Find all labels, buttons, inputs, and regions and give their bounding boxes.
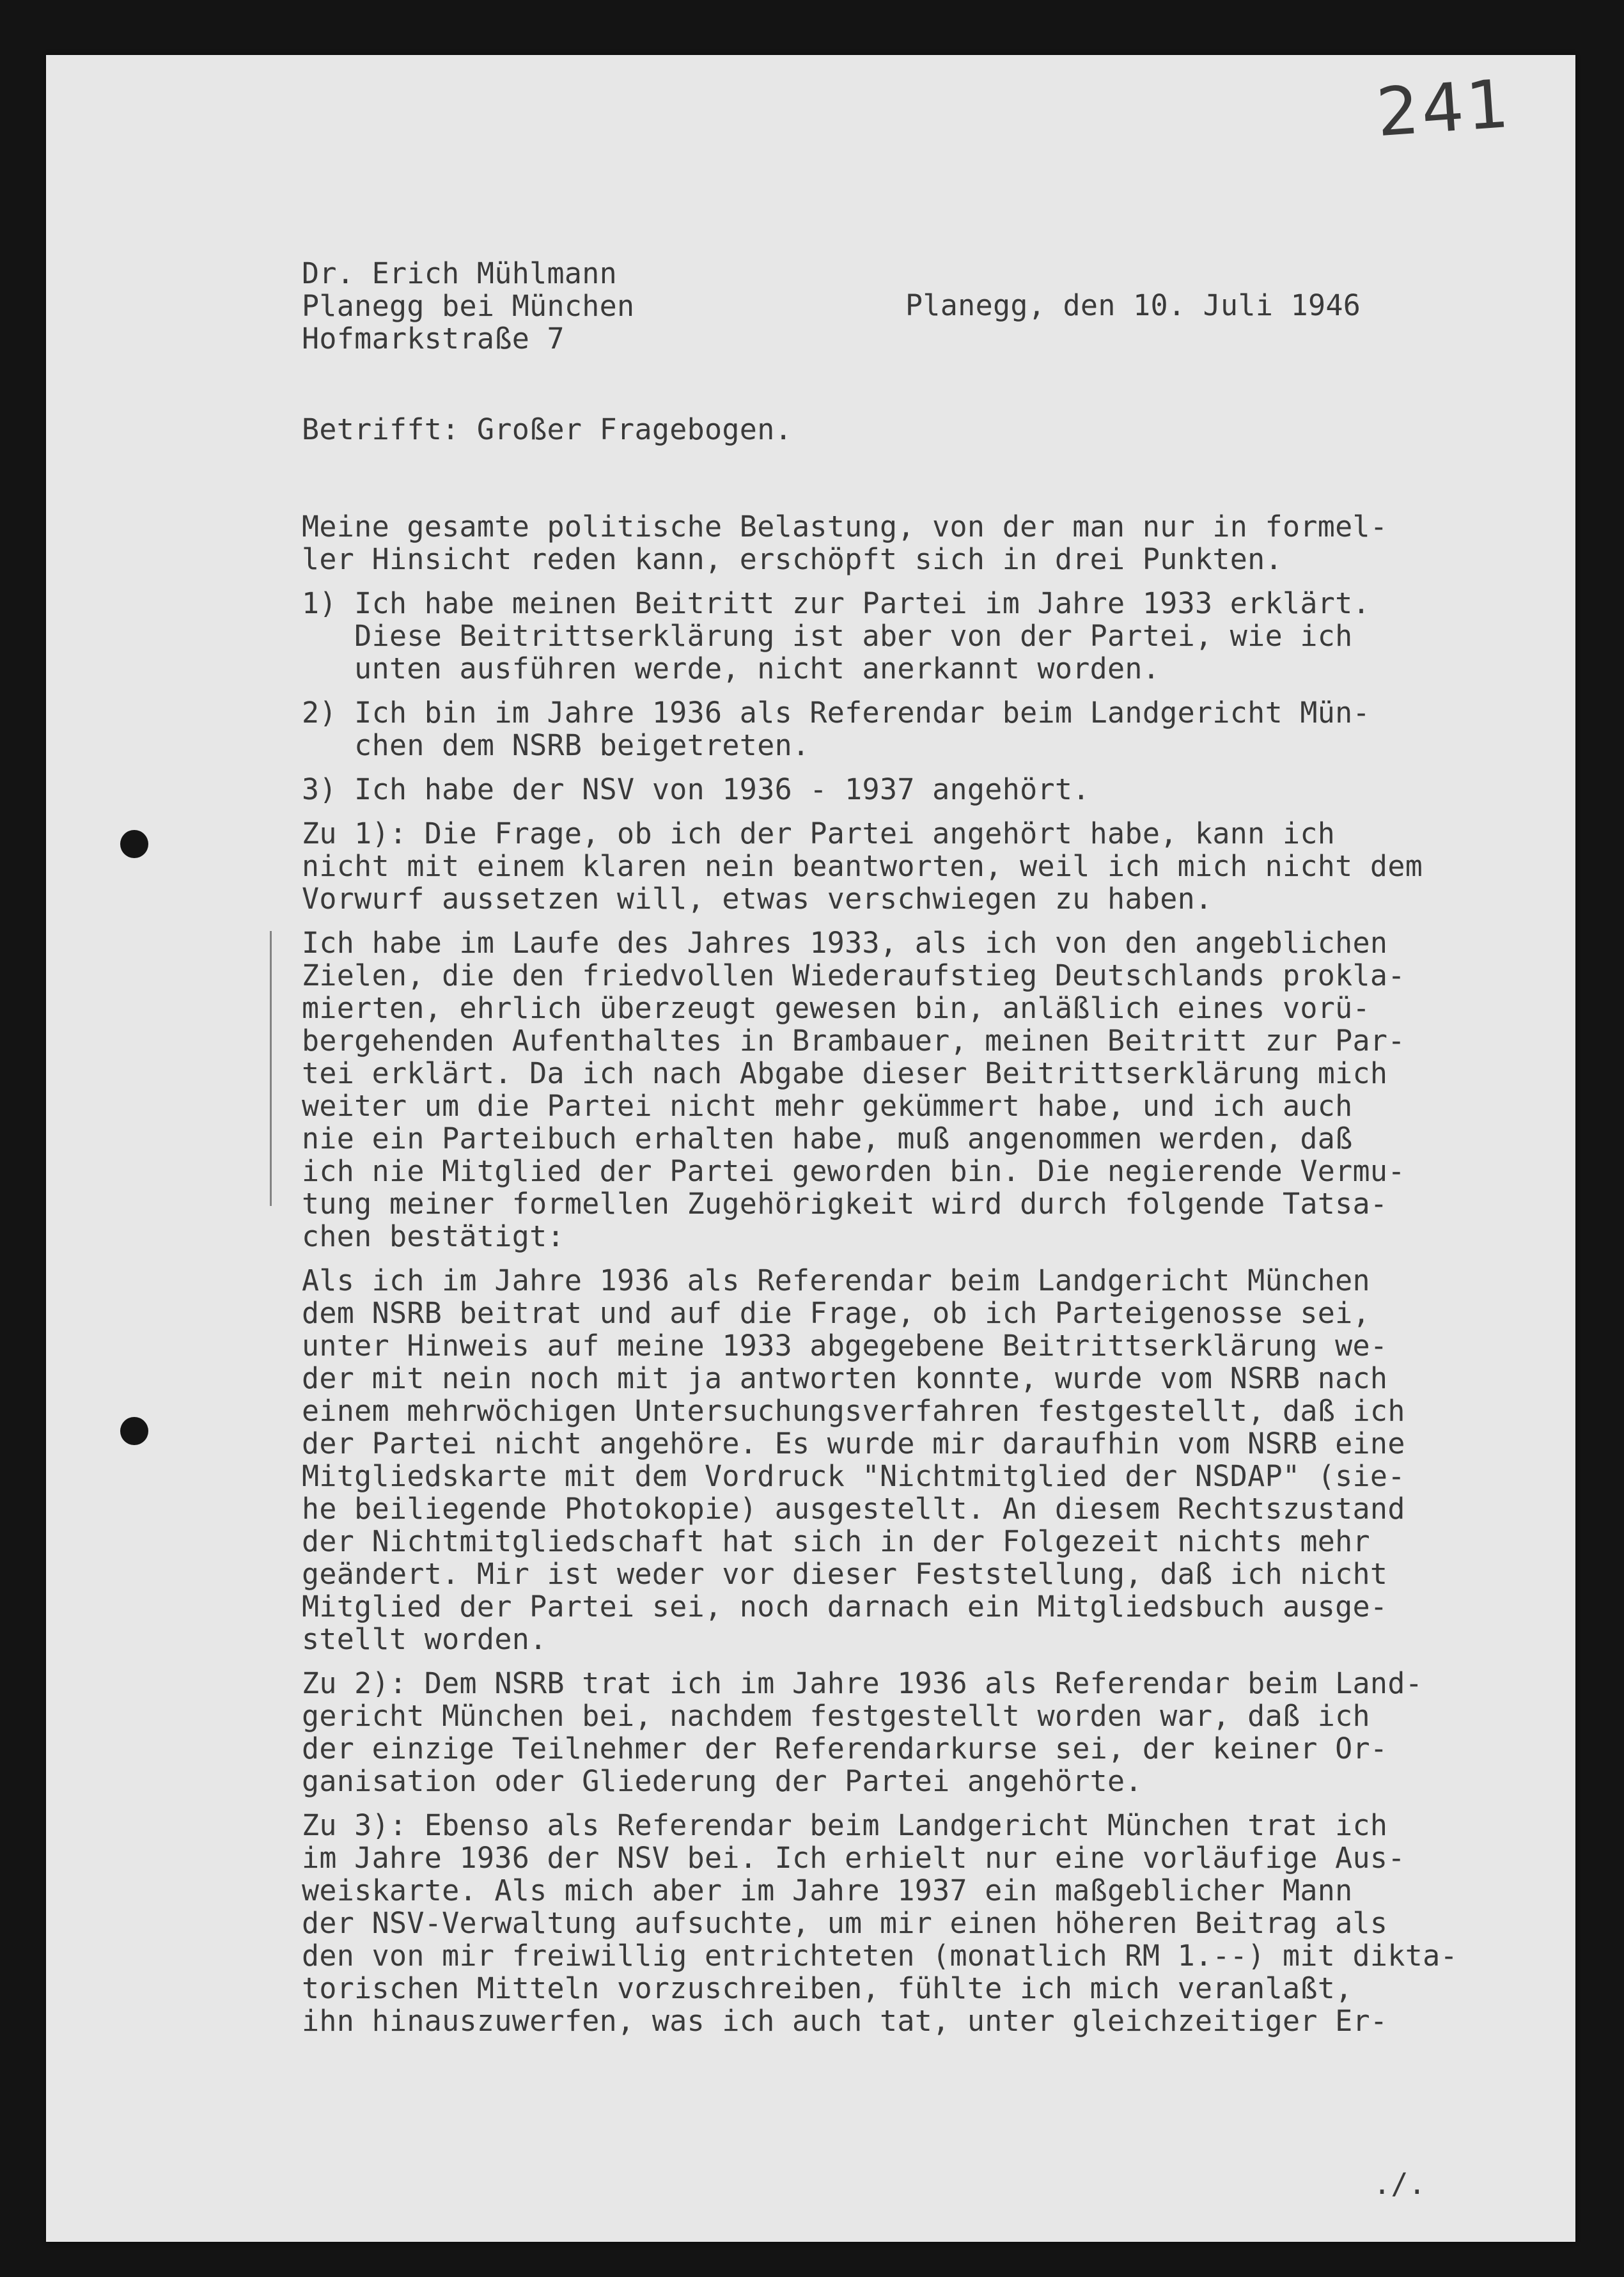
sender-block [302,257,634,355]
point-item: 3) Ich habe der NSV von 1936 - 1937 angehört. [302,772,1090,806]
subject-line: Betrifft: Großer Fragebogen. [302,412,792,446]
body-paragraph: Zu 1): Die Frage, ob ich der Partei angehört habe, kann ich nicht mit einem klaren nein beantworten, weil ich mich nicht dem Vorwurf aussetzen will, etwas verschwiegen zu haben. [302,817,1423,916]
letter-body [302,510,1458,2049]
point-item: 2) Ich bin im Jahre 1936 als Referendar beim Landgericht Mün- chen dem NSRB beigetreten. [302,696,1370,762]
punch-hole [120,1417,148,1445]
body-paragraph: Zu 2): Dem NSRB trat ich im Jahre 1936 als Referendar beim Land- gericht München bei, nachdem festgestellt worden war, daß ich der einzige Teilnehmer der Referendarkurse sei, der keiner Or- ganisation oder Gliederung der Partei angehörte. [302,1666,1423,1798]
sender-city: Planegg bei München [302,289,635,323]
sender-street: Hofmarkstraße 7 [302,322,565,356]
point-item: 1) Ich habe meinen Beitritt zur Partei im Jahre 1933 erklärt. Diese Beitrittserklärung ist aber von der Partei, wie ich unten ausführen werde, nicht anerkannt worden. [302,586,1370,685]
archive-number: 241 [1374,64,1514,152]
document-page [46,55,1575,2242]
margin-mark [270,931,272,1206]
body-paragraph: Ich habe im Laufe des Jahres 1933, als ich von den angeblichen Zielen, die den friedvollen Wiederaufstieg Deutschlands prokla- mierten, ehrlich überzeugt gewesen bin, anläßlich eines vorü- bergehenden Aufenthaltes in Brambauer, meinen Beitritt zur Par- tei erklärt. Da ich nach Abgabe dieser Beitrittserklärung mich weiter um die Partei nicht mehr gekümmert habe, und ich auch nie ein Parteibuch erhalten habe, muß angenommen werden, daß ich nie Mitglied der Partei geworden bin. Die negierende Vermu- tung meiner formellen Zugehörigkeit wird durch folgende Tatsa- chen bestätigt: [302,926,1405,1253]
continuation-mark: ./. [1373,2167,1426,2201]
sender-name: Dr. Erich Mühlmann [302,256,618,290]
date-line: Planegg, den 10. Juli 1946 [905,288,1361,322]
punch-hole [120,830,148,858]
body-paragraph: Als ich im Jahre 1936 als Referendar beim Landgericht München dem NSRB beitrat und auf die Frage, ob ich Parteigenosse sei, unter Hinweis auf meine 1933 abgegebene Beitrittserklärung we- der mit nein noch mit ja antworten konnte, wurde vom NSRB nach einem mehrwöchigen Untersuchungsverfahren festgestellt, daß ich der Partei nicht angehöre. Es wurde mir daraufhin vom NSRB eine Mitgliedskarte mit dem Vordruck "Nichtmitglied der NSDAP" (sie- he beiliegende Photokopie) ausgestellt. An diesem Rechtszustand der Nichtmitgliedschaft hat sich in der Folgezeit nichts mehr geändert. Mir ist weder vor dieser Feststellung, daß ich nicht Mitglied der Partei sei, noch darnach ein Mitgliedsbuch ausge- stellt worden. [302,1264,1405,1656]
intro-paragraph: Meine gesamte politische Belastung, von der man nur in formel- ler Hinsicht reden kann, erschöpft sich in drei Punkten. [302,510,1388,576]
body-paragraph: Zu 3): Ebenso als Referendar beim Landgericht München trat ich im Jahre 1936 der NSV bei. Ich erhielt nur eine vorläufige Aus- weiskarte. Als mich aber im Jahre 1937 ein maßgeblicher Mann der NSV-Verwaltung aufsuchte, um mir einen höheren Beitrag als den von mir freiwillig entrichteten (monatlich RM 1.--) mit dikta- torischen Mitteln vorzuschreiben, fühlte ich mich veranlaßt, ihn hinauszuwerfen, was ich auch tat, unter gleichzeitiger Er- [302,1808,1458,2038]
